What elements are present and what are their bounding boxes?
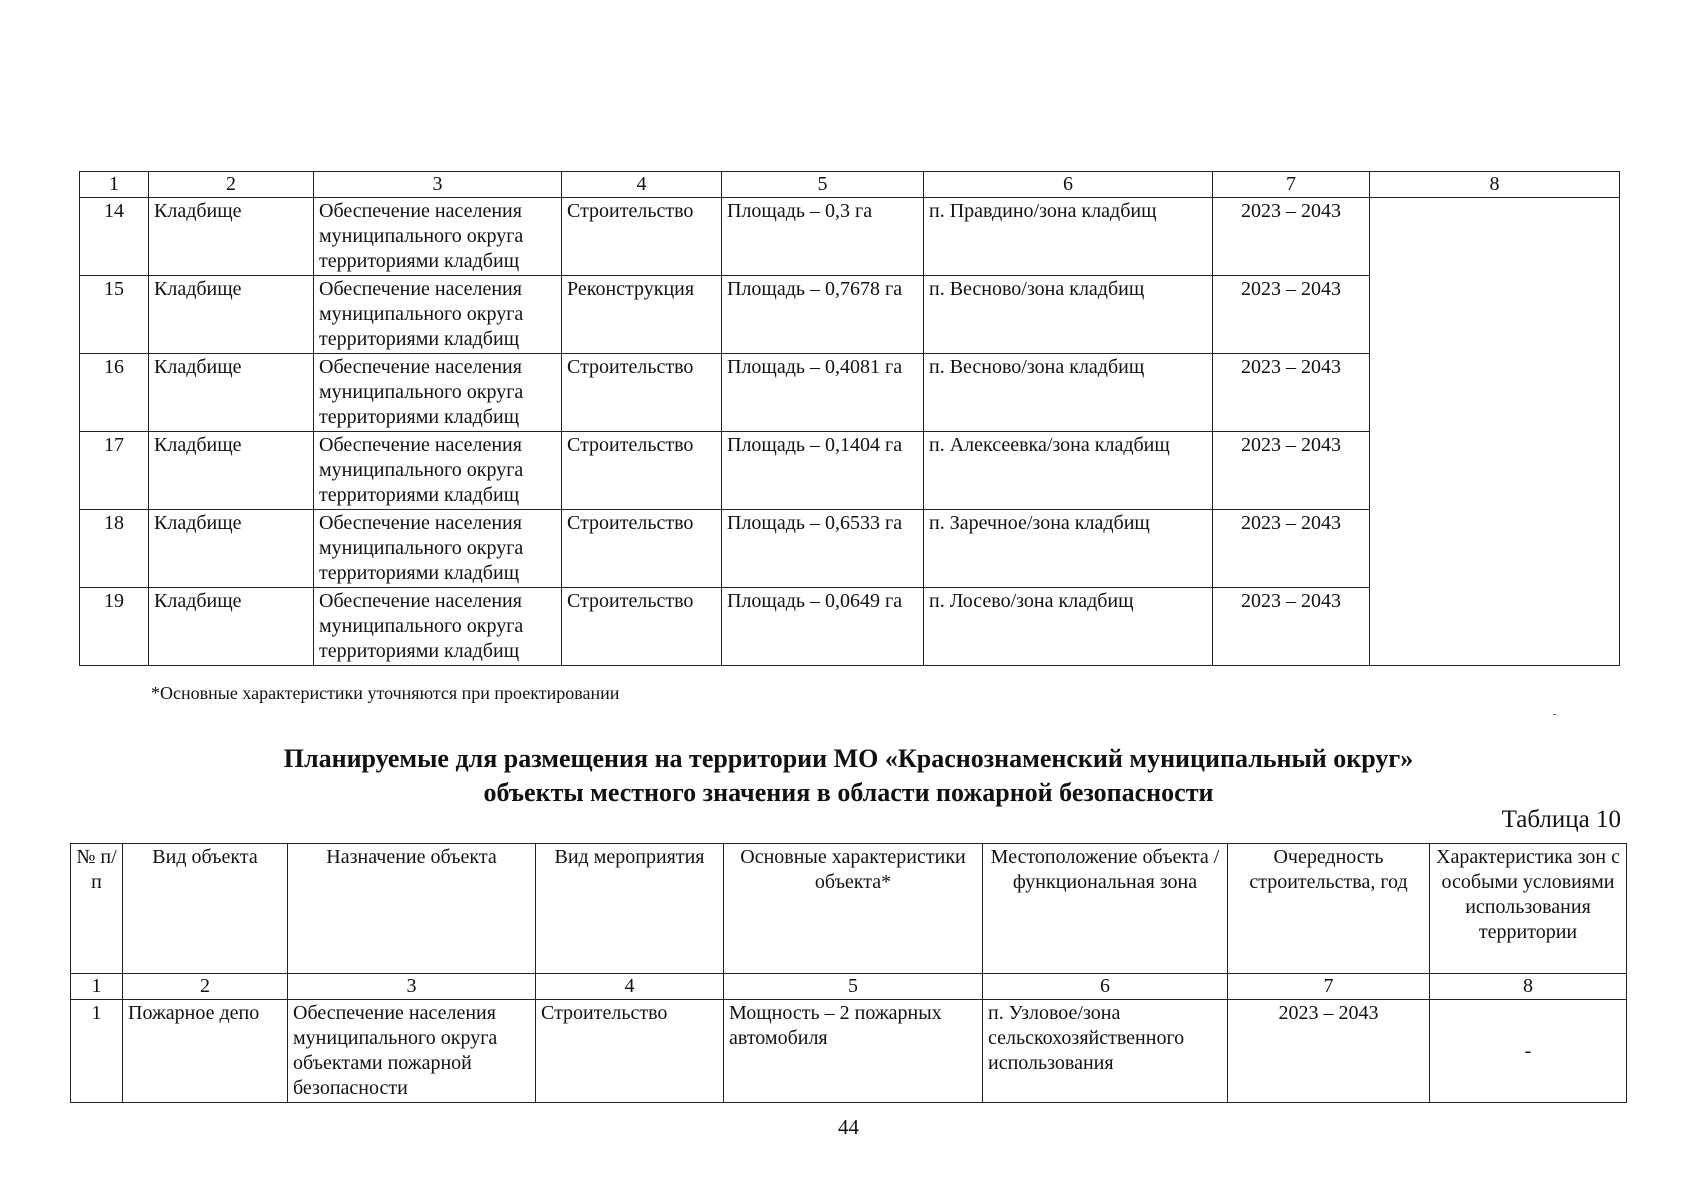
construction-period: 2023 – 2043	[1213, 276, 1370, 354]
header-cell: Вид мероприятия	[536, 844, 724, 974]
object-location: п. Заречное/зона кладбищ	[924, 510, 1213, 588]
action-type: Строительство	[562, 510, 722, 588]
column-number: 2	[149, 172, 314, 198]
column-number: 7	[1228, 974, 1430, 1000]
header-cell: Местоположение объекта / функциональная зона	[983, 844, 1228, 974]
zone-characteristics	[1370, 198, 1620, 666]
column-number: 8	[1430, 974, 1627, 1000]
row-number: 17	[80, 432, 149, 510]
object-type: Пожарное депо	[123, 1000, 288, 1103]
object-purpose: Обеспечение населения муниципального округа территориями кладбищ	[314, 354, 562, 432]
fire-safety-table	[70, 843, 1627, 1103]
column-number: 1	[80, 172, 149, 198]
construction-period: 2023 – 2043	[1213, 354, 1370, 432]
row-number: 14	[80, 198, 149, 276]
object-purpose: Обеспечение населения муниципального округа территориями кладбищ	[314, 198, 562, 276]
header-cell: Характеристика зон с особыми условиями использования территории	[1430, 844, 1627, 974]
column-number: 3	[288, 974, 536, 1000]
header-cell: Очередность строительства, год	[1228, 844, 1430, 974]
column-number: 3	[314, 172, 562, 198]
row-number: 1	[71, 1000, 123, 1103]
zone-characteristics: -	[1430, 1000, 1627, 1103]
action-type: Строительство	[536, 1000, 724, 1103]
table-row	[71, 1000, 1627, 1103]
column-number: 5	[722, 172, 924, 198]
header-cell: Вид объекта	[123, 844, 288, 974]
object-location: п. Весново/зона кладбищ	[924, 276, 1213, 354]
object-location: п. Узловое/зона сельскохозяйственного использования	[983, 1000, 1228, 1103]
object-location: п. Весново/зона кладбищ	[924, 354, 1213, 432]
page-number: 44	[838, 1115, 859, 1139]
column-number: 2	[123, 974, 288, 1000]
table-row	[80, 198, 1620, 276]
object-characteristics: Площадь – 0,4081 га	[722, 354, 924, 432]
object-location: п. Правдино/зона кладбищ	[924, 198, 1213, 276]
object-location: п. Алексеевка/зона кладбищ	[924, 432, 1213, 510]
object-purpose: Обеспечение населения муниципального округа территориями кладбищ	[314, 588, 562, 666]
column-number: 7	[1213, 172, 1370, 198]
cemeteries-table	[79, 171, 1620, 666]
object-purpose: Обеспечение населения муниципального округа территориями кладбищ	[314, 432, 562, 510]
object-type: Кладбище	[149, 198, 314, 276]
object-characteristics: Площадь – 0,6533 га	[722, 510, 924, 588]
action-type: Строительство	[562, 354, 722, 432]
object-type: Кладбище	[149, 588, 314, 666]
column-number-row	[80, 172, 1620, 198]
header-cell: Назначение объекта	[288, 844, 536, 974]
column-number: 6	[983, 974, 1228, 1000]
column-number: 4	[562, 172, 722, 198]
column-number: 5	[724, 974, 983, 1000]
object-characteristics: Площадь – 0,7678 га	[722, 276, 924, 354]
header-row	[71, 844, 1627, 974]
action-type: Строительство	[562, 588, 722, 666]
construction-period: 2023 – 2043	[1213, 510, 1370, 588]
object-location: п. Лосево/зона кладбищ	[924, 588, 1213, 666]
header-cell: № п/п	[71, 844, 123, 974]
object-characteristics: Площадь – 0,3 га	[722, 198, 924, 276]
object-characteristics: Площадь – 0,0649 га	[722, 588, 924, 666]
row-number: 19	[80, 588, 149, 666]
column-number: 4	[536, 974, 724, 1000]
object-characteristics: Мощность – 2 пожарных автомобиля	[724, 1000, 983, 1103]
object-type: Кладбище	[149, 432, 314, 510]
object-purpose: Обеспечение населения муниципального округа объектами пожарной безопасности	[288, 1000, 536, 1103]
object-purpose: Обеспечение населения муниципального округа территориями кладбищ	[314, 276, 562, 354]
row-number: 15	[80, 276, 149, 354]
header-cell: Основные характеристики объекта*	[724, 844, 983, 974]
construction-period: 2023 – 2043	[1213, 588, 1370, 666]
column-number: 1	[71, 974, 123, 1000]
action-type: Строительство	[562, 198, 722, 276]
action-type: Реконструкция	[562, 276, 722, 354]
object-type: Кладбище	[149, 510, 314, 588]
construction-period: 2023 – 2043	[1213, 432, 1370, 510]
row-number: 16	[80, 354, 149, 432]
construction-period: 2023 – 2043	[1213, 198, 1370, 276]
object-type: Кладбище	[149, 276, 314, 354]
column-number: 8	[1370, 172, 1620, 198]
column-number-row	[71, 974, 1627, 1000]
construction-period: 2023 – 2043	[1228, 1000, 1430, 1103]
action-type: Строительство	[562, 432, 722, 510]
object-characteristics: Площадь – 0,1404 га	[722, 432, 924, 510]
section-title-line-2: объекты местного значения в области пожарной безопасности	[483, 778, 1214, 807]
object-purpose: Обеспечение населения муниципального округа территориями кладбищ	[314, 510, 562, 588]
object-type: Кладбище	[149, 354, 314, 432]
scan-speck	[1553, 714, 1556, 715]
footnote: *Основные характеристики уточняются при проектировании	[151, 683, 620, 703]
column-number: 6	[924, 172, 1213, 198]
row-number: 18	[80, 510, 149, 588]
section-title-line-1: Планируемые для размещения на территории МО «Краснознаменский муниципальный округ»	[283, 744, 1414, 773]
table-caption: Таблица 10	[1501, 806, 1621, 833]
